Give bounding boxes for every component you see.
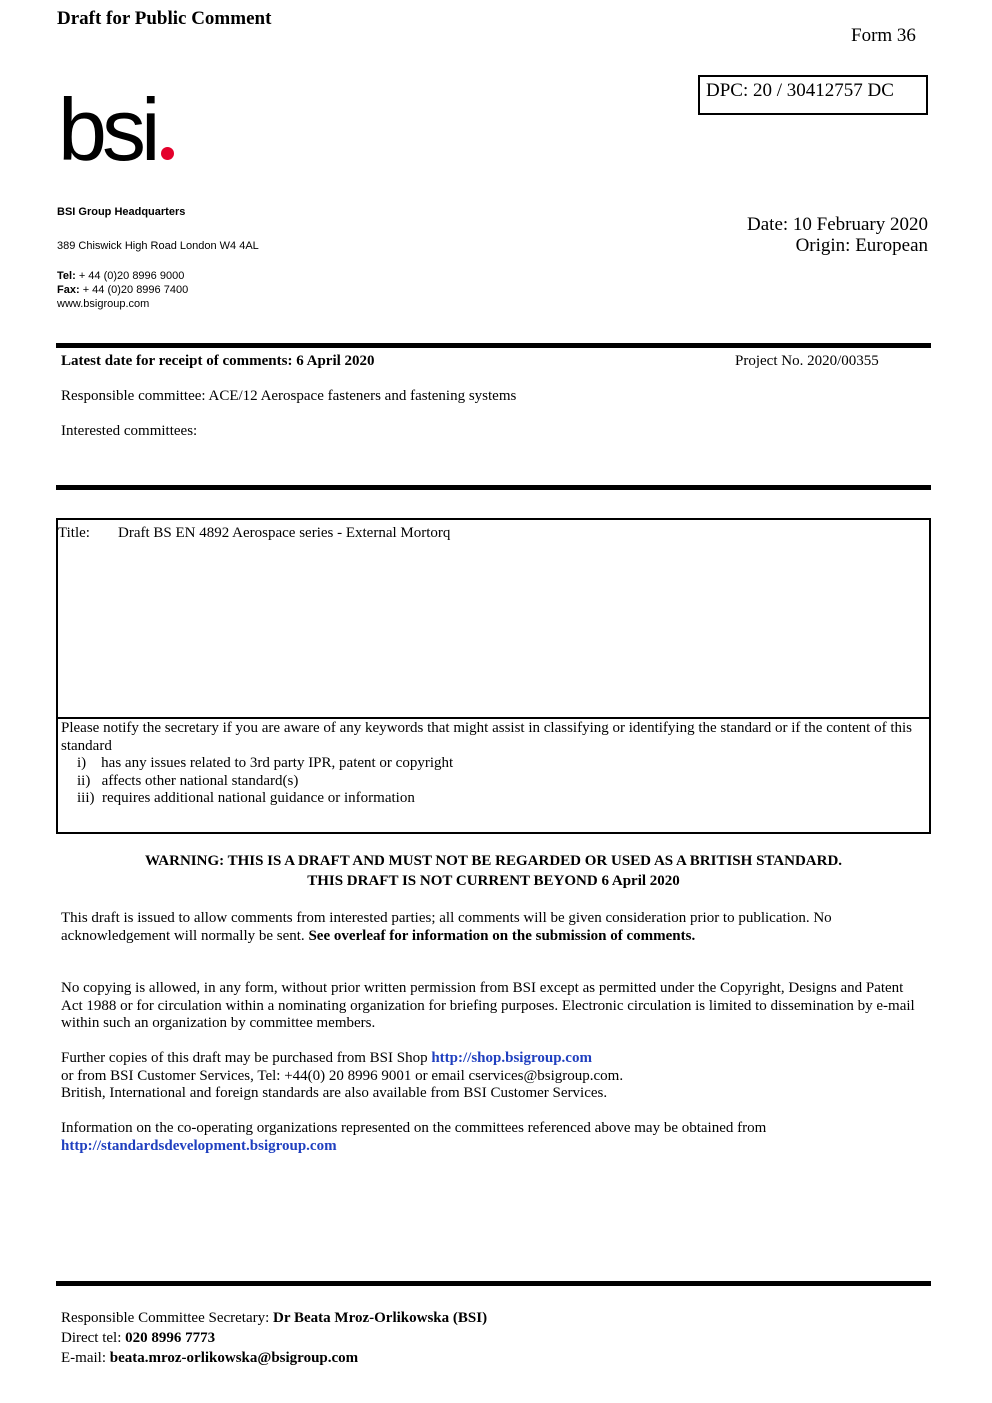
secretary-tel-row xyxy=(61,1328,487,1348)
further-copies-line-1 xyxy=(61,1050,921,1068)
warning-line-2: THIS DRAFT IS NOT CURRENT BEYOND 6 April 2020 xyxy=(307,873,680,889)
paragraph-draft-issued xyxy=(61,910,921,945)
shop-link[interactable]: http://shop.bsigroup.com xyxy=(431,1050,592,1066)
responsible-committee: Responsible committee: ACE/12 Aerospace fasteners and fastening systems xyxy=(61,388,517,404)
secretary-tel: 020 8996 7773 xyxy=(125,1330,216,1346)
secretary-email-label: E-mail: xyxy=(61,1350,106,1366)
paragraph-further-copies xyxy=(61,1050,921,1103)
warning-line-1: WARNING: THIS IS A DRAFT AND MUST NOT BE REGARDED OR USED AS A BRITISH STANDARD. xyxy=(144,853,843,869)
paragraph-draft-bold: See overleaf for information on the submission of comments. xyxy=(308,927,696,944)
notify-text xyxy=(61,720,921,808)
form-number: Form 36 xyxy=(851,25,916,46)
logo-dot-icon xyxy=(161,147,174,160)
notify-item: iii) requires additional national guidance or information xyxy=(77,790,415,806)
notify-item: i) has any issues related to 3rd party IPR, patent or copyright xyxy=(77,755,454,771)
bottom-rule xyxy=(56,1281,931,1286)
org-fax-label: Fax: xyxy=(57,284,80,296)
project-number: Project No. 2020/00355 xyxy=(735,353,879,369)
secretary-email[interactable]: beata.mroz-orlikowska@bsigroup.com xyxy=(109,1350,359,1366)
origin: Origin: European xyxy=(795,235,928,256)
org-fax: + 44 (0)20 8996 7400 xyxy=(82,284,189,296)
secretary-row xyxy=(61,1308,487,1328)
date-origin xyxy=(747,214,928,256)
dpc-reference: DPC: 20 / 30412757 DC xyxy=(706,80,894,101)
org-tel-label: Tel: xyxy=(57,270,76,282)
notify-intro: Please notify the secretary if you are aware of any keywords that might assist in classifying or identifying the standard or if the content of this standard xyxy=(61,720,913,754)
draft-title: Draft for Public Comment xyxy=(57,8,272,29)
secretary-name: Dr Beata Mroz-Orlikowska (BSI) xyxy=(273,1310,488,1326)
org-fax-row xyxy=(57,283,188,297)
date: Date: 10 February 2020 xyxy=(747,214,928,235)
title-value: Draft BS EN 4892 Aerospace series - External Mortorq xyxy=(118,525,451,541)
information-text: Information on the co-operating organizations represented on the committees referenced above may be obtained from xyxy=(61,1120,767,1136)
top-rule xyxy=(56,343,931,348)
paragraph-draft-text: This draft is issued to allow comments from interested parties; all comments will be given consideration prior to publication. No acknowledgement will normally be sent. xyxy=(61,910,832,944)
bsi-logo xyxy=(58,80,174,179)
org-web[interactable]: www.bsigroup.com xyxy=(57,298,150,310)
secretary-block xyxy=(61,1308,487,1368)
title-box xyxy=(56,518,931,718)
org-name: BSI Group Headquarters xyxy=(57,206,186,218)
notify-item: ii) affects other national standard(s) xyxy=(77,772,299,789)
org-address: 389 Chiswick High Road London W4 4AL xyxy=(57,240,259,252)
org-contact xyxy=(57,269,188,311)
title-row xyxy=(58,525,450,542)
secretary-tel-label: Direct tel: xyxy=(61,1330,122,1346)
secretary-email-row xyxy=(61,1348,487,1368)
standards-development-link[interactable]: http://standardsdevelopment.bsigroup.com xyxy=(61,1137,337,1154)
paragraph-information xyxy=(61,1120,921,1155)
latest-date: Latest date for receipt of comments: 6 April 2020 xyxy=(61,353,375,369)
further-copies-line-3: British, International and foreign standards are also available from BSI Customer Services. xyxy=(61,1085,608,1101)
dpc-reference-box xyxy=(698,75,928,115)
interested-committees: Interested committees: xyxy=(61,423,198,439)
logo-text: bsi xyxy=(58,80,156,179)
org-tel: + 44 (0)20 8996 9000 xyxy=(78,270,185,282)
org-tel-row xyxy=(57,269,188,283)
secretary-label: Responsible Committee Secretary: xyxy=(61,1310,270,1326)
middle-rule xyxy=(56,485,931,490)
further-copies-text: Further copies of this draft may be purchased from BSI Shop xyxy=(61,1050,428,1066)
paragraph-copying: No copying is allowed, in any form, without prior written permission from BSI except as permitted under the Copyright, Designs and Patent Act 1988 or for circulation within a nominating organization for briefing purposes. Electronic circulation is limited to dissemination by e-mail within such an organization by committee members. xyxy=(61,980,915,1031)
further-copies-line-2: or from BSI Customer Services, Tel: +44(0) 20 8996 9001 or email cservices@bsigroup.com. xyxy=(61,1067,624,1084)
warning xyxy=(56,851,931,891)
title-label: Title: xyxy=(58,525,90,541)
